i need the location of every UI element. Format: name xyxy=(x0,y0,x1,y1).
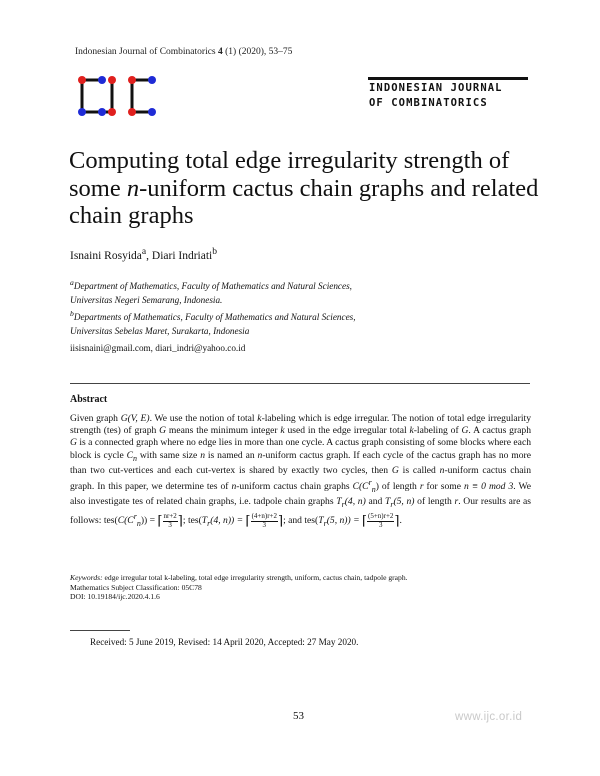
ceil-fraction: $\frac{(4+n)r+2}{3}$ xyxy=(251,512,277,529)
ijc-logo xyxy=(70,75,162,117)
mod-condition: n ≡ 0 mod 3 xyxy=(463,481,514,493)
author-name: Diari Indriati xyxy=(151,249,213,262)
journal-website[interactable]: www.ijc.or.id xyxy=(455,711,523,723)
banner-text: INDONESIAN JOURNAL OF COMBINATORICS xyxy=(369,82,503,109)
keywords: Keywords: edge irregular total k-labeling, total edge irregularity strength, uniform, cactus chain, tadpole graph. xyxy=(70,573,408,582)
author-name: Isnaini Rosyida xyxy=(70,249,142,262)
abstract-heading: Abstract xyxy=(70,394,108,405)
author-list: Isnaini Rosyida$^a$, Diari Indriati$^b$ xyxy=(70,246,218,262)
page-number: 53 xyxy=(293,710,304,722)
section-divider xyxy=(70,383,530,384)
journal-citation: Indonesian Journal of Combinatorics 4 (1) (2020), 53–75 xyxy=(75,47,293,57)
paper-title: Computing total edge irregularity strength of some n-uniform cactus chain graphs and related chain graphs xyxy=(69,147,539,229)
affiliations: $^a$Department of Mathematics, Faculty of Mathematics and Natural Sciences, Universitas Negeri Semarang, Indonesia. $^b$Departments of Mathematics, Faculty of Mathematics and Natural Sciences, Universitas Sebelas Maret, Surakarta, Indonesia xyxy=(70,278,356,336)
journal-banner xyxy=(368,77,528,115)
author-emails: iisisnaini@gmail.com, diari_indri@yahoo.co.id xyxy=(70,343,246,353)
paper-metadata xyxy=(70,573,408,602)
msc-classification: Mathematics Subject Classification: 05C78 xyxy=(70,582,202,592)
journal-volume: 4 xyxy=(218,47,223,57)
ceil-fraction: $\frac{(5+n)r+2}{3}$ xyxy=(368,512,394,529)
abstract-body: Given graph G(V, E). We use the notion of total k-labeling which is edge irregular. The notion of total edge irregularity strength (tes) of graph G means the minimum integer k used in the edge irregular total k-labeling of G. A cactus graph G is a connected graph where no edge lies in more than one cycle. A cactus graph consisting of some blocks where each block is cycle $C_n$ with same size n is named an n-uniform cactus graph. If each cycle of the cactus graph has no more than two cut-vertices and each cut-vertex is shared by exactly two cycles, then G is called n-uniform cactus chain graph. In this paper, we determine tes of n-uniform cactus chain graphs $C(C^r_n)$ of length r for some n ≡ 0 mod 3. We also investigate tes of related chain graphs, i.e. tadpole chain graphs $T_r(4$, n) and $T_r(5$, n) of length r. Our results are as follows: $tes(C(C^r_n))$ = ⌈ $\frac{nr+2}{3}$ ⌉; $tes(T_r(4$, n)) = ⌈ $\frac{(4+n)r+2}{3}$ ⌉; and $tes(T_r(5$, n)) = ⌈ $\frac{(5+n)r+2}{3}$ ⌉. xyxy=(70,413,532,529)
doi: DOI: 10.19184/ijc.2020.4.1.6 xyxy=(70,592,160,602)
submission-history: Received: 5 June 2019, Revised: 14 April 2020, Accepted: 27 May 2020. xyxy=(90,637,359,647)
ceil-fraction: $\frac{nr+2}{3}$ xyxy=(163,512,177,529)
footnote-rule xyxy=(70,630,130,631)
